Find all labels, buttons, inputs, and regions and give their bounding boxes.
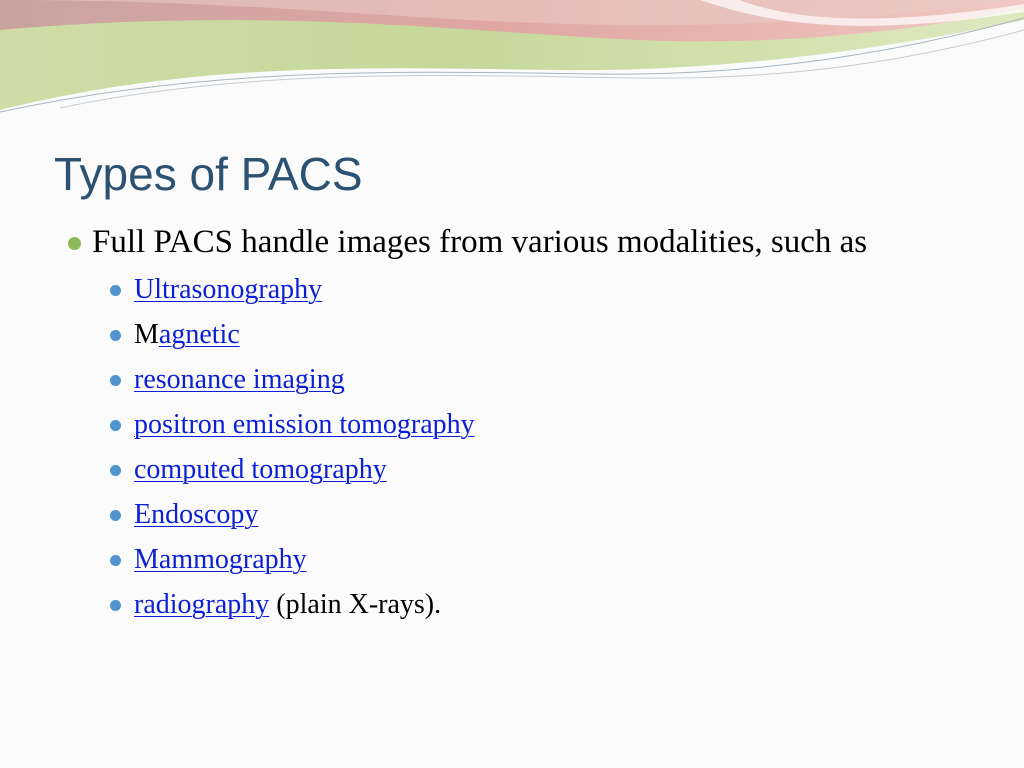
main-bullet-dot-icon	[68, 237, 81, 250]
list-item	[106, 267, 964, 312]
sub-bullet-dot-icon	[110, 375, 121, 386]
magnetic-link[interactable]: agnetic	[158, 319, 240, 350]
list-item	[106, 402, 964, 447]
list-item	[106, 582, 964, 627]
list-item	[106, 537, 964, 582]
item-suffix: (plain X-rays).	[269, 589, 442, 620]
sub-bullet-dot-icon	[110, 555, 121, 566]
list-item	[106, 492, 964, 537]
positron-emission-tomography-link[interactable]: positron emission tomography	[134, 409, 475, 440]
computed-tomography-link[interactable]: computed tomography	[134, 454, 387, 485]
sub-bullet-dot-icon	[110, 510, 121, 521]
list-item	[106, 312, 964, 357]
sub-bullet-dot-icon	[110, 330, 121, 341]
slide-title: Types of PACS	[54, 148, 363, 200]
slide-body	[64, 222, 964, 627]
list-item	[106, 357, 964, 402]
sub-bullet-dot-icon	[110, 600, 121, 611]
main-bullet	[64, 222, 964, 263]
header-wave-decoration	[0, 0, 1024, 130]
list-item	[106, 447, 964, 492]
sub-bullet-dot-icon	[110, 465, 121, 476]
mammography-link[interactable]: Mammography	[134, 544, 307, 575]
resonance-imaging-link[interactable]: resonance imaging	[134, 364, 345, 395]
item-prefix: M	[134, 319, 159, 350]
sub-bullet-dot-icon	[110, 420, 121, 431]
sub-bullet-dot-icon	[110, 285, 121, 296]
modality-list	[64, 267, 964, 627]
main-bullet-text: Full PACS handle images from various modalities, such as	[92, 224, 868, 260]
radiography-link[interactable]: radiography	[134, 589, 270, 620]
endoscopy-link[interactable]: Endoscopy	[134, 499, 259, 530]
ultrasonography-link[interactable]: Ultrasonography	[134, 274, 323, 305]
